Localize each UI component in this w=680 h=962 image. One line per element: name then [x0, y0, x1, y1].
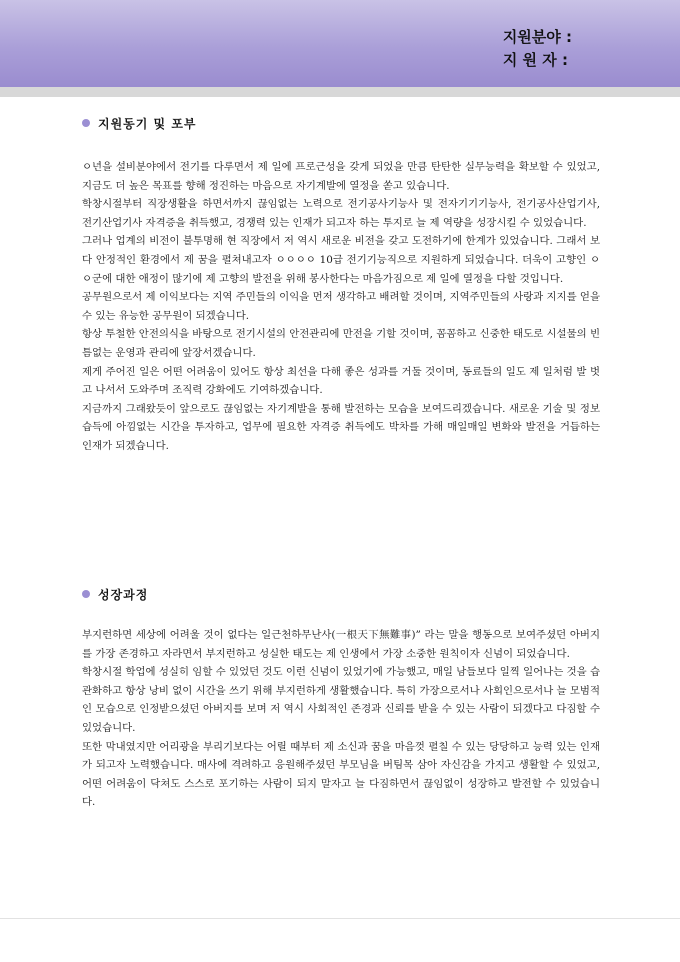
- section-title: 성장과정: [98, 587, 149, 602]
- section-growth: [82, 584, 600, 812]
- applicant-name-label: 지 원 자 :: [502, 51, 568, 69]
- paragraph: 제게 주어진 일은 어떤 어려움이 있어도 항상 최선을 다해 좋은 성과를 거둘 것이며, 동료들의 일도 제 일처럼 발 벗고 나서서 도와주며 조직력 강화에도 기여하겠습니다.: [82, 365, 600, 397]
- section-title: 지원동기 및 포부: [98, 116, 197, 131]
- footer-divider: [0, 918, 680, 919]
- bullet-icon: [82, 119, 90, 127]
- applicant-info: [503, 26, 572, 72]
- header-divider: [0, 87, 680, 97]
- paragraph: 또한 막내였지만 어리광을 부리기보다는 어릴 때부터 제 소신과 꿈을 마음껏 펼칠 수 있는 당당하고 능력 있는 인재가 되고자 노력했습니다. 매사에 격려하고 응원해주셨던 부모님을 버팀목 삼아 자신감을 가지고 생활할 수 있었고, 어떤 어려움이 닥쳐도 스스로 포기하는 사람이 되지 말자고 늘 다짐하면서 끊임없이 성장하고 발전할 수 있었습니다.: [82, 740, 600, 809]
- section-heading: [82, 113, 600, 133]
- section-body: [82, 626, 600, 812]
- paragraph: 항상 투철한 안전의식을 바탕으로 전기시설의 안전관리에 만전을 기할 것이며, 꼼꼼하고 신중한 태도로 시설물의 빈틈없는 운영과 관리에 앞장서겠습니다.: [82, 328, 600, 359]
- paragraph: 그러나 업계의 비전이 불투명해 현 직장에서 저 역시 새로운 비전을 갖고 도전하기에 한계가 있었습니다. 그래서 보다 안정적인 환경에서 제 꿈을 펼쳐내고자 ㅇㅇㅇㅇ 10급 전기기능직으로 지원하게 되었습니다. 더욱이 고향인 ㅇㅇ군에 대한 애정이 많기에 제 고향의 발전을 위해 봉사한다는 마음가짐으로 제 일에 열정을 다할 것입니다.: [82, 235, 600, 285]
- paragraph: 학창시절부터 직장생활을 하면서까지 끊임없는 노력으로 전기공사기능사 및 전자기기기능사, 전기공사산업기사, 전기산업기사 자격증을 취득했고, 경쟁력 있는 인재가 되고자 하는 투지로 늘 제 역량을 성장시킬 수 있었습니다.: [82, 198, 600, 229]
- application-field-label: 지원분야 :: [502, 28, 572, 46]
- section-body: [82, 158, 600, 456]
- section-heading: [82, 584, 600, 604]
- paragraph: 공무원으로서 제 이익보다는 지역 주민들의 이익을 먼저 생각하고 배려할 것이며, 지역주민들의 사랑과 지지를 얻을 수 있는 유능한 공무원이 되겠습니다.: [82, 291, 600, 322]
- paragraph: ㅇ년을 설비분야에서 전기를 다루면서 제 일에 프로근성을 갖게 되었을 만큼 탄탄한 실무능력을 확보할 수 있었고, 지금도 더 높은 목표를 향해 정진하는 마음으로 자기계발에 열정을 쏟고 있습니다.: [82, 161, 600, 192]
- paragraph: 지금까지 그래왔듯이 앞으로도 끊임없는 자기계발을 통해 발전하는 모습을 보여드리겠습니다. 새로운 기술 및 정보 습득에 아낌없는 시간을 투자하고, 업무에 필요한 자격증 취득에도 박차를 가해 매일매일 변화와 발전을 거듭하는 인재가 되겠습니다.: [82, 402, 600, 452]
- bullet-icon: [82, 590, 90, 598]
- paragraph: 학창시절 학업에 성실히 임할 수 있었던 것도 이런 신념이 있었기에 가능했고, 매일 남들보다 일찍 일어나는 것을 습관화하고 항상 낭비 없이 시간을 쓰기 위해 부지런하게 생활했습니다. 특히 가장으로서나 사회인으로서나 늘 모범적인 모습으로 인정받으셨던 아버지를 보며 저 역시 사회적인 존경과 신뢰를 받을 수 있는 사람이 되겠다고 다짐할 수 있었습니다.: [82, 666, 600, 734]
- header-band: [0, 0, 680, 87]
- section-motivation: [82, 113, 600, 456]
- paragraph: 부지런하면 세상에 어려울 것이 없다는 일근천하무난사(一根天下無難事)” 라는 말을 행동으로 보여주셨던 아버지를 가장 존경하고 자라면서 부지런하고 성실한 태도는 제 인생에서 가장 소중한 원칙이자 신념이 되었습니다.: [82, 629, 600, 660]
